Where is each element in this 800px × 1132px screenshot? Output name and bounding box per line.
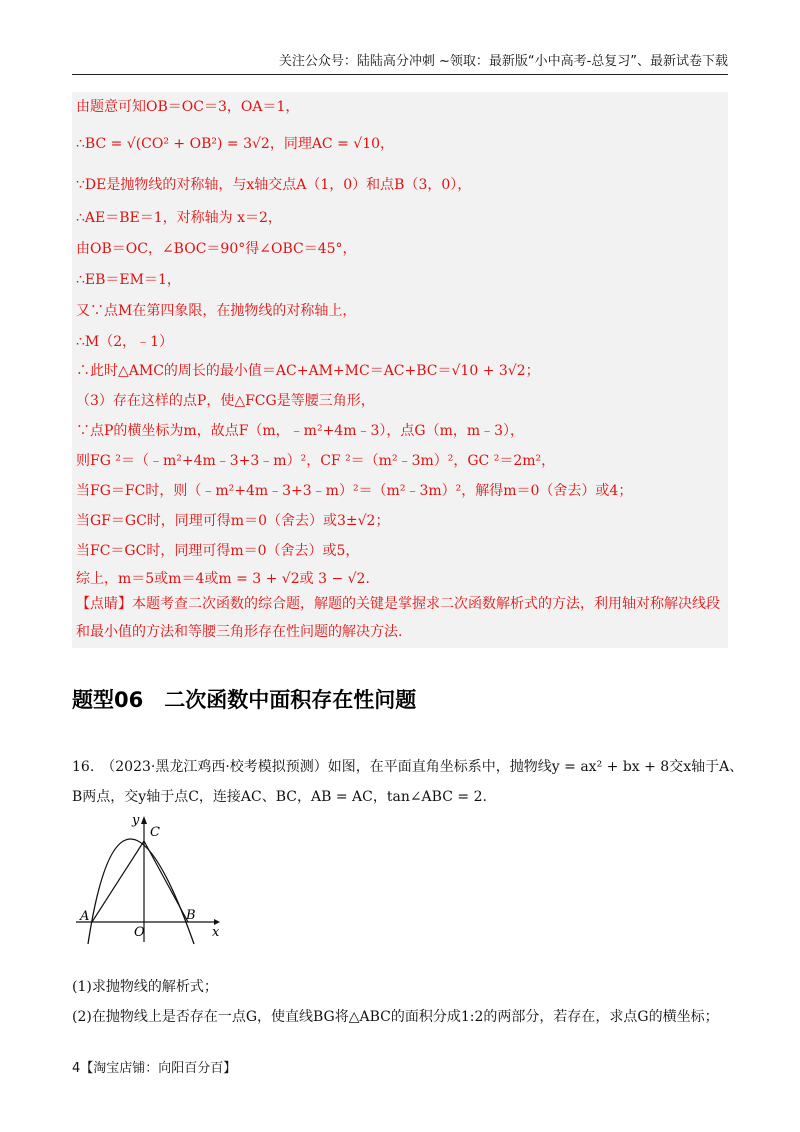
segment-bc (144, 841, 188, 922)
solution-line: ∴此时△AMC的周长的最小值＝AC+AM+MC＝AC+BC＝√10 + 3√2； (76, 363, 540, 379)
solution-line: ∴BC = √(CO² + OB²) = 3√2，同理AC = √10， (76, 136, 395, 152)
question-1: (1)求抛物线的解析式； (72, 979, 218, 995)
problem-statement-line: B两点，交y轴于点C，连接AC、BC，AB = AC，tan∠ABC = 2. (72, 789, 487, 805)
solution-line: 综上，m＝5或m＝4或m = 3 + √2或 3 − √2． (76, 571, 380, 587)
solution-line: ∴EB＝EM＝1， (76, 272, 181, 288)
y-axis-label: y (132, 813, 140, 828)
solution-line: （3）存在这样的点P，使△FCG是等腰三角形， (76, 393, 375, 409)
solution-line: 由题意可知OB＝OC＝3，OA＝1， (76, 99, 300, 115)
solution-line: ∵DE是抛物线的对称轴，与x轴交点A（1，0）和点B（3，0）， (76, 177, 472, 193)
solution-line: ∴AE＝BE＝1，对称轴为 x＝2， (76, 210, 282, 226)
solution-line: 当FC＝GC时，同理可得m＝0（舍去）或5， (76, 543, 360, 559)
segment-ac (92, 841, 144, 922)
x-axis-label: x (212, 925, 220, 940)
point-a-label: A (80, 909, 90, 924)
question-2: (2)在抛物线上是否存在一点G，使直线BG将△ABC的面积分成1:2的两部分，若存在，求点G的横坐标； (72, 1009, 719, 1025)
problem-statement-line: 16. （2023·黑龙江鸡西·校考模拟预测）如图，在平面直角坐标系中，抛物线y = ax² + bx + 8交x轴于A、 (72, 759, 744, 775)
solution-line: ∵点P的横坐标为m，故点F（m，﹣m²+4m﹣3），点G（m，m﹣3）， (76, 423, 525, 439)
solution-line: 则FG ²＝（﹣m²+4m﹣3+3﹣m）²，CF ²＝（m²﹣3m）²，GC ²＝2m²， (76, 453, 556, 469)
origin-label: O (134, 925, 145, 940)
solution-box (72, 92, 728, 648)
y-axis-arrow (141, 816, 147, 824)
point-b-label: B (186, 908, 196, 923)
solution-line: 又∵点M在第四象限，在抛物线的对称轴上， (76, 303, 357, 319)
solution-line: 当GF＝GC时，同理可得m＝0（舍去）或3±√2； (76, 513, 390, 529)
section-title: 题型06 二次函数中面积存在性问题 (72, 688, 417, 712)
parabola-figure (72, 812, 232, 947)
solution-line: ∴M（2，﹣1） (76, 334, 174, 350)
solution-line: 由OB＝OC，∠BOC＝90°得∠OBC＝45°， (76, 241, 357, 257)
page-footer: 4【淘宝店铺：向阳百分百】 (72, 1061, 237, 1076)
solution-line: 当FG＝FC时，则（﹣m²+4m﹣3+3﹣m）²＝（m²﹣3m）²，解得m＝0（舍去）或4； (76, 483, 633, 499)
point-c-label: C (150, 825, 160, 840)
page-header: 关注公众号：陆陆高分冲刺 ~领取：最新版“小中高考-总复习”、最新试卷下载 (72, 52, 728, 75)
key-point-note: 【点睛】本题考查二次函数的综合题，解题的关键是掌握求二次函数解析式的方法，利用轴对称解决线段和最小值的方法和等腰三角形存在性问题的解决方法. (76, 596, 720, 640)
